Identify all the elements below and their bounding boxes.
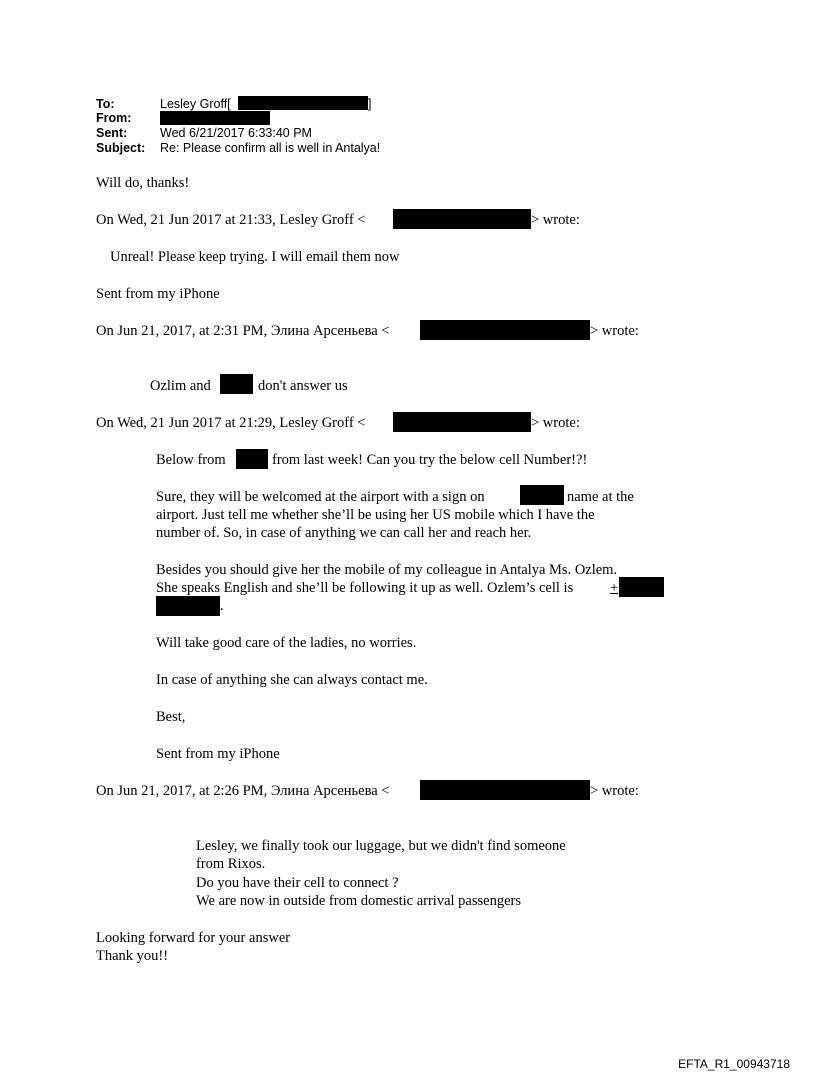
phone-link-plus[interactable]: + xyxy=(610,580,619,596)
redaction xyxy=(619,577,664,597)
wrote-label: > wrote: xyxy=(531,415,580,431)
redaction xyxy=(393,412,531,432)
para-5: Best, xyxy=(156,709,186,725)
para-1-line-1-end: name at the xyxy=(567,489,634,505)
para-6: Sent from my iPhone xyxy=(156,746,280,762)
redaction xyxy=(238,96,368,110)
wrote-label: > wrote: xyxy=(590,783,639,799)
message-4-line-1: Lesley, we finally took our luggage, but we didn't find someone xyxy=(196,838,566,854)
para-2-line-2: She speaks English and she’ll be following it up as well. Ozlem’s cell is xyxy=(156,580,574,596)
message-2-start: Ozlim and xyxy=(150,378,211,394)
para-3: Will take good care of the ladies, no worries. xyxy=(156,635,417,651)
reply-text: Will do, thanks! xyxy=(96,175,190,191)
para-2-line-3-end: . xyxy=(220,598,224,614)
redaction xyxy=(520,485,564,505)
to-close: ] xyxy=(368,97,372,111)
message-3-start: Below from xyxy=(156,452,226,468)
closing-line-2: Thank you!! xyxy=(96,948,169,964)
para-4: In case of anything she can always contact me. xyxy=(156,672,428,688)
redaction xyxy=(220,374,253,394)
to-value: Lesley Groff[ xyxy=(160,97,231,111)
message-3-end: from last week! Can you try the below cell Number!?! xyxy=(272,452,588,468)
message-4-line-2: from Rixos. xyxy=(196,856,266,872)
quote-header-4: On Jun 21, 2017, at 2:26 PM, Элина Арсеньева < xyxy=(96,783,390,799)
closing-line-1: Looking forward for your answer xyxy=(96,930,291,946)
para-1-line-2: airport. Just tell me whether she’ll be using her US mobile which I have the xyxy=(156,507,595,523)
to-label: To: xyxy=(96,97,115,111)
para-1-line-1-start: Sure, they will be welcomed at the airport with a sign on xyxy=(156,489,485,505)
wrote-label: > wrote: xyxy=(590,323,639,339)
bates-number: EFTA_R1_00943718 xyxy=(678,1057,790,1071)
email-header xyxy=(96,97,596,161)
message-1: Unreal! Please keep trying. I will email them now xyxy=(110,249,400,265)
wrote-label: > wrote: xyxy=(531,212,580,228)
redaction xyxy=(160,111,270,125)
message-4-line-3: Do you have their cell to connect ? xyxy=(196,875,399,891)
message-2-end: don't answer us xyxy=(258,378,348,394)
from-label: From: xyxy=(96,111,132,125)
sent-label: Sent: xyxy=(96,126,128,140)
quote-header-1: On Wed, 21 Jun 2017 at 21:33, Lesley Groff < xyxy=(96,212,366,228)
redaction xyxy=(420,320,590,340)
redaction xyxy=(236,449,268,469)
message-4-line-4: We are now in outside from domestic arrival passengers xyxy=(196,893,521,909)
quote-header-3: On Wed, 21 Jun 2017 at 21:29, Lesley Groff < xyxy=(96,415,366,431)
redaction xyxy=(420,780,590,800)
redaction xyxy=(156,596,220,616)
subject-label: Subject: xyxy=(96,141,146,155)
subject-value: Re: Please confirm all is well in Antalya! xyxy=(160,141,381,155)
redaction xyxy=(393,209,531,229)
sent-value: Wed 6/21/2017 6:33:40 PM xyxy=(160,126,312,140)
quote-header-2: On Jun 21, 2017, at 2:31 PM, Элина Арсеньева < xyxy=(96,323,390,339)
para-2-line-1: Besides you should give her the mobile of my colleague in Antalya Ms. Ozlem. xyxy=(156,562,618,578)
para-1-line-3: number of. So, in case of anything we can call her and reach her. xyxy=(156,525,532,541)
sent-from-iphone: Sent from my iPhone xyxy=(96,286,220,302)
